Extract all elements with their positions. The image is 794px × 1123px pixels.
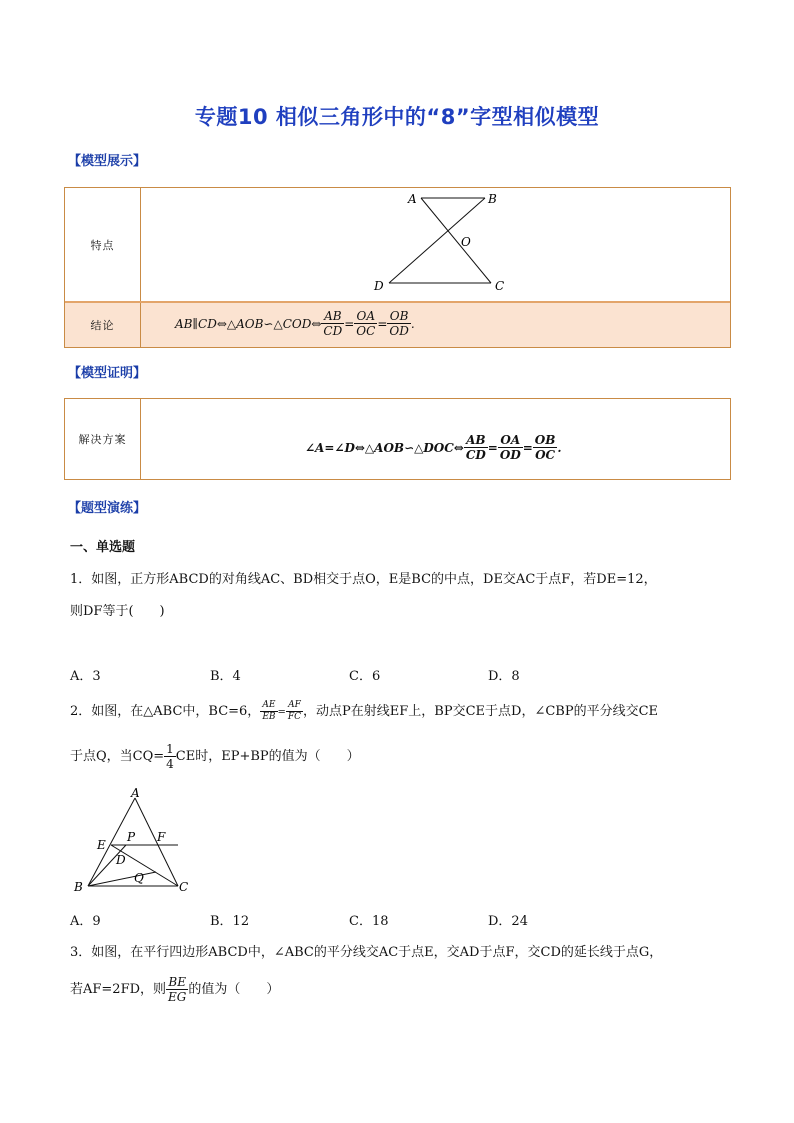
q1-option-c[interactable]: C．6 xyxy=(349,669,381,684)
fraction-ob-od xyxy=(387,309,410,338)
frac-den: OC xyxy=(535,448,556,462)
part-heading: 一、单选题 xyxy=(70,540,136,555)
q2-text-part1: 2．如图，在△ABC中，BC=6， xyxy=(70,704,261,719)
equals-sign: = xyxy=(377,317,388,331)
page-title: 专题10 相似三角形中的“8”字型相似模型 xyxy=(194,105,600,129)
q2-text-line2b: CE时，EP+BP的值为（ ） xyxy=(175,749,360,764)
q2-text-part2: ，动点P在射线EF上，BP交CE于点D，∠CBP的平分线交CE xyxy=(303,704,659,719)
q2-label-c: C xyxy=(179,880,189,894)
q2-text-line2a: 于点Q，当CQ= xyxy=(70,749,165,764)
q2-label-a: A xyxy=(131,786,140,800)
equals-sign: = xyxy=(522,441,533,455)
q2-option-d[interactable]: D．24 xyxy=(488,914,528,929)
question-3-line1: 3．如图，在平行四边形ABCD中，∠ABC的平分线交AC于点E，交AD于点F，交CD的延长线于点G， xyxy=(70,945,663,960)
q1-option-a[interactable]: A．3 xyxy=(70,669,101,684)
equals-sign: = xyxy=(344,317,355,331)
frac-den: EB xyxy=(262,712,276,722)
fraction-oa-od xyxy=(498,433,523,462)
figure-8-diagram xyxy=(365,190,565,298)
q3-text-line2b: 的值为（ ） xyxy=(188,982,280,997)
frac-den: FC xyxy=(287,712,302,722)
q2-label-p: P xyxy=(127,830,136,844)
frac-den: 4 xyxy=(166,757,174,771)
frac-den: CD xyxy=(465,448,486,462)
question-2-line2 xyxy=(70,742,360,771)
q3-text-line2a: 若AF=2FD，则 xyxy=(70,982,167,997)
period: . xyxy=(557,441,562,455)
q2-option-c[interactable]: C．18 xyxy=(349,914,389,929)
question-1-line2: 则DF等于( ) xyxy=(70,604,165,619)
equals-sign: = xyxy=(277,707,286,718)
frac-num: AE xyxy=(260,700,277,712)
q2-label-f: F xyxy=(157,830,166,844)
frac-num: AB xyxy=(464,433,488,448)
frac-den: EG xyxy=(168,990,187,1004)
conclusion-prefix: AB∥CD⇔△AOB∽△COD⇔ xyxy=(175,317,322,331)
frac-num: AF xyxy=(286,700,303,712)
conclusion-formula xyxy=(175,309,415,338)
frac-num: 1 xyxy=(166,742,174,756)
section-display-heading: 【模型展示】 xyxy=(68,154,147,169)
conclusion-label: 结论 xyxy=(65,303,141,347)
frac-den: CD xyxy=(323,324,343,338)
fraction-one-quarter xyxy=(164,742,176,771)
point-label-o: O xyxy=(461,235,471,249)
fraction-ae-eb xyxy=(260,700,277,723)
frac-den: OD xyxy=(389,324,409,338)
q2-label-b: B xyxy=(74,880,83,894)
question-3-line2 xyxy=(70,975,279,1004)
frac-den: OD xyxy=(499,448,521,462)
fraction-ab-cd xyxy=(321,309,344,338)
model-display-table xyxy=(64,187,731,348)
question-2-line1 xyxy=(70,700,658,723)
fraction-oa-oc xyxy=(354,309,377,338)
q1-option-b[interactable]: B．4 xyxy=(210,669,241,684)
frac-num: OB xyxy=(534,433,556,447)
q2-label-d: D xyxy=(116,853,126,867)
section-practice-heading: 【题型演练】 xyxy=(68,501,147,516)
q2-label-e: E xyxy=(97,838,106,852)
frac-num: OA xyxy=(354,309,377,324)
q2-triangle-diagram xyxy=(68,785,198,897)
fraction-af-fc xyxy=(286,700,303,723)
q2-option-a[interactable]: A．9 xyxy=(70,914,101,929)
frac-num: BE xyxy=(166,975,188,990)
q2-option-b[interactable]: B．12 xyxy=(210,914,250,929)
fraction-be-eg xyxy=(166,975,188,1004)
fraction-ab-cd xyxy=(464,433,488,462)
solution-label: 解决方案 xyxy=(65,399,141,479)
frac-num: OB xyxy=(387,309,410,324)
fraction-ob-oc xyxy=(533,433,558,462)
frac-den: OC xyxy=(356,324,376,338)
point-label-b: B xyxy=(488,192,497,206)
point-label-d: D xyxy=(374,279,384,293)
period: . xyxy=(410,317,415,331)
proof-prefix: ∠A=∠D⇔△AOB∽△DOC⇔ xyxy=(305,441,464,455)
model-proof-table xyxy=(64,398,731,480)
q2-label-q: Q xyxy=(134,871,144,885)
frac-num: OA xyxy=(498,433,523,448)
question-1-line1: 1．如图，正方形ABCD的对角线AC、BD相交于点O，E是BC的中点，DE交AC于点F，若DE=12， xyxy=(70,572,657,587)
point-label-c: C xyxy=(495,279,505,293)
section-proof-heading: 【模型证明】 xyxy=(68,366,147,381)
frac-num: AB xyxy=(321,309,344,324)
q1-option-d[interactable]: D．8 xyxy=(488,669,520,684)
point-label-a: A xyxy=(408,192,417,206)
conclusion-row xyxy=(65,303,730,347)
equals-sign: = xyxy=(487,441,498,455)
feature-label: 特点 xyxy=(65,188,141,301)
proof-formula xyxy=(305,433,562,462)
